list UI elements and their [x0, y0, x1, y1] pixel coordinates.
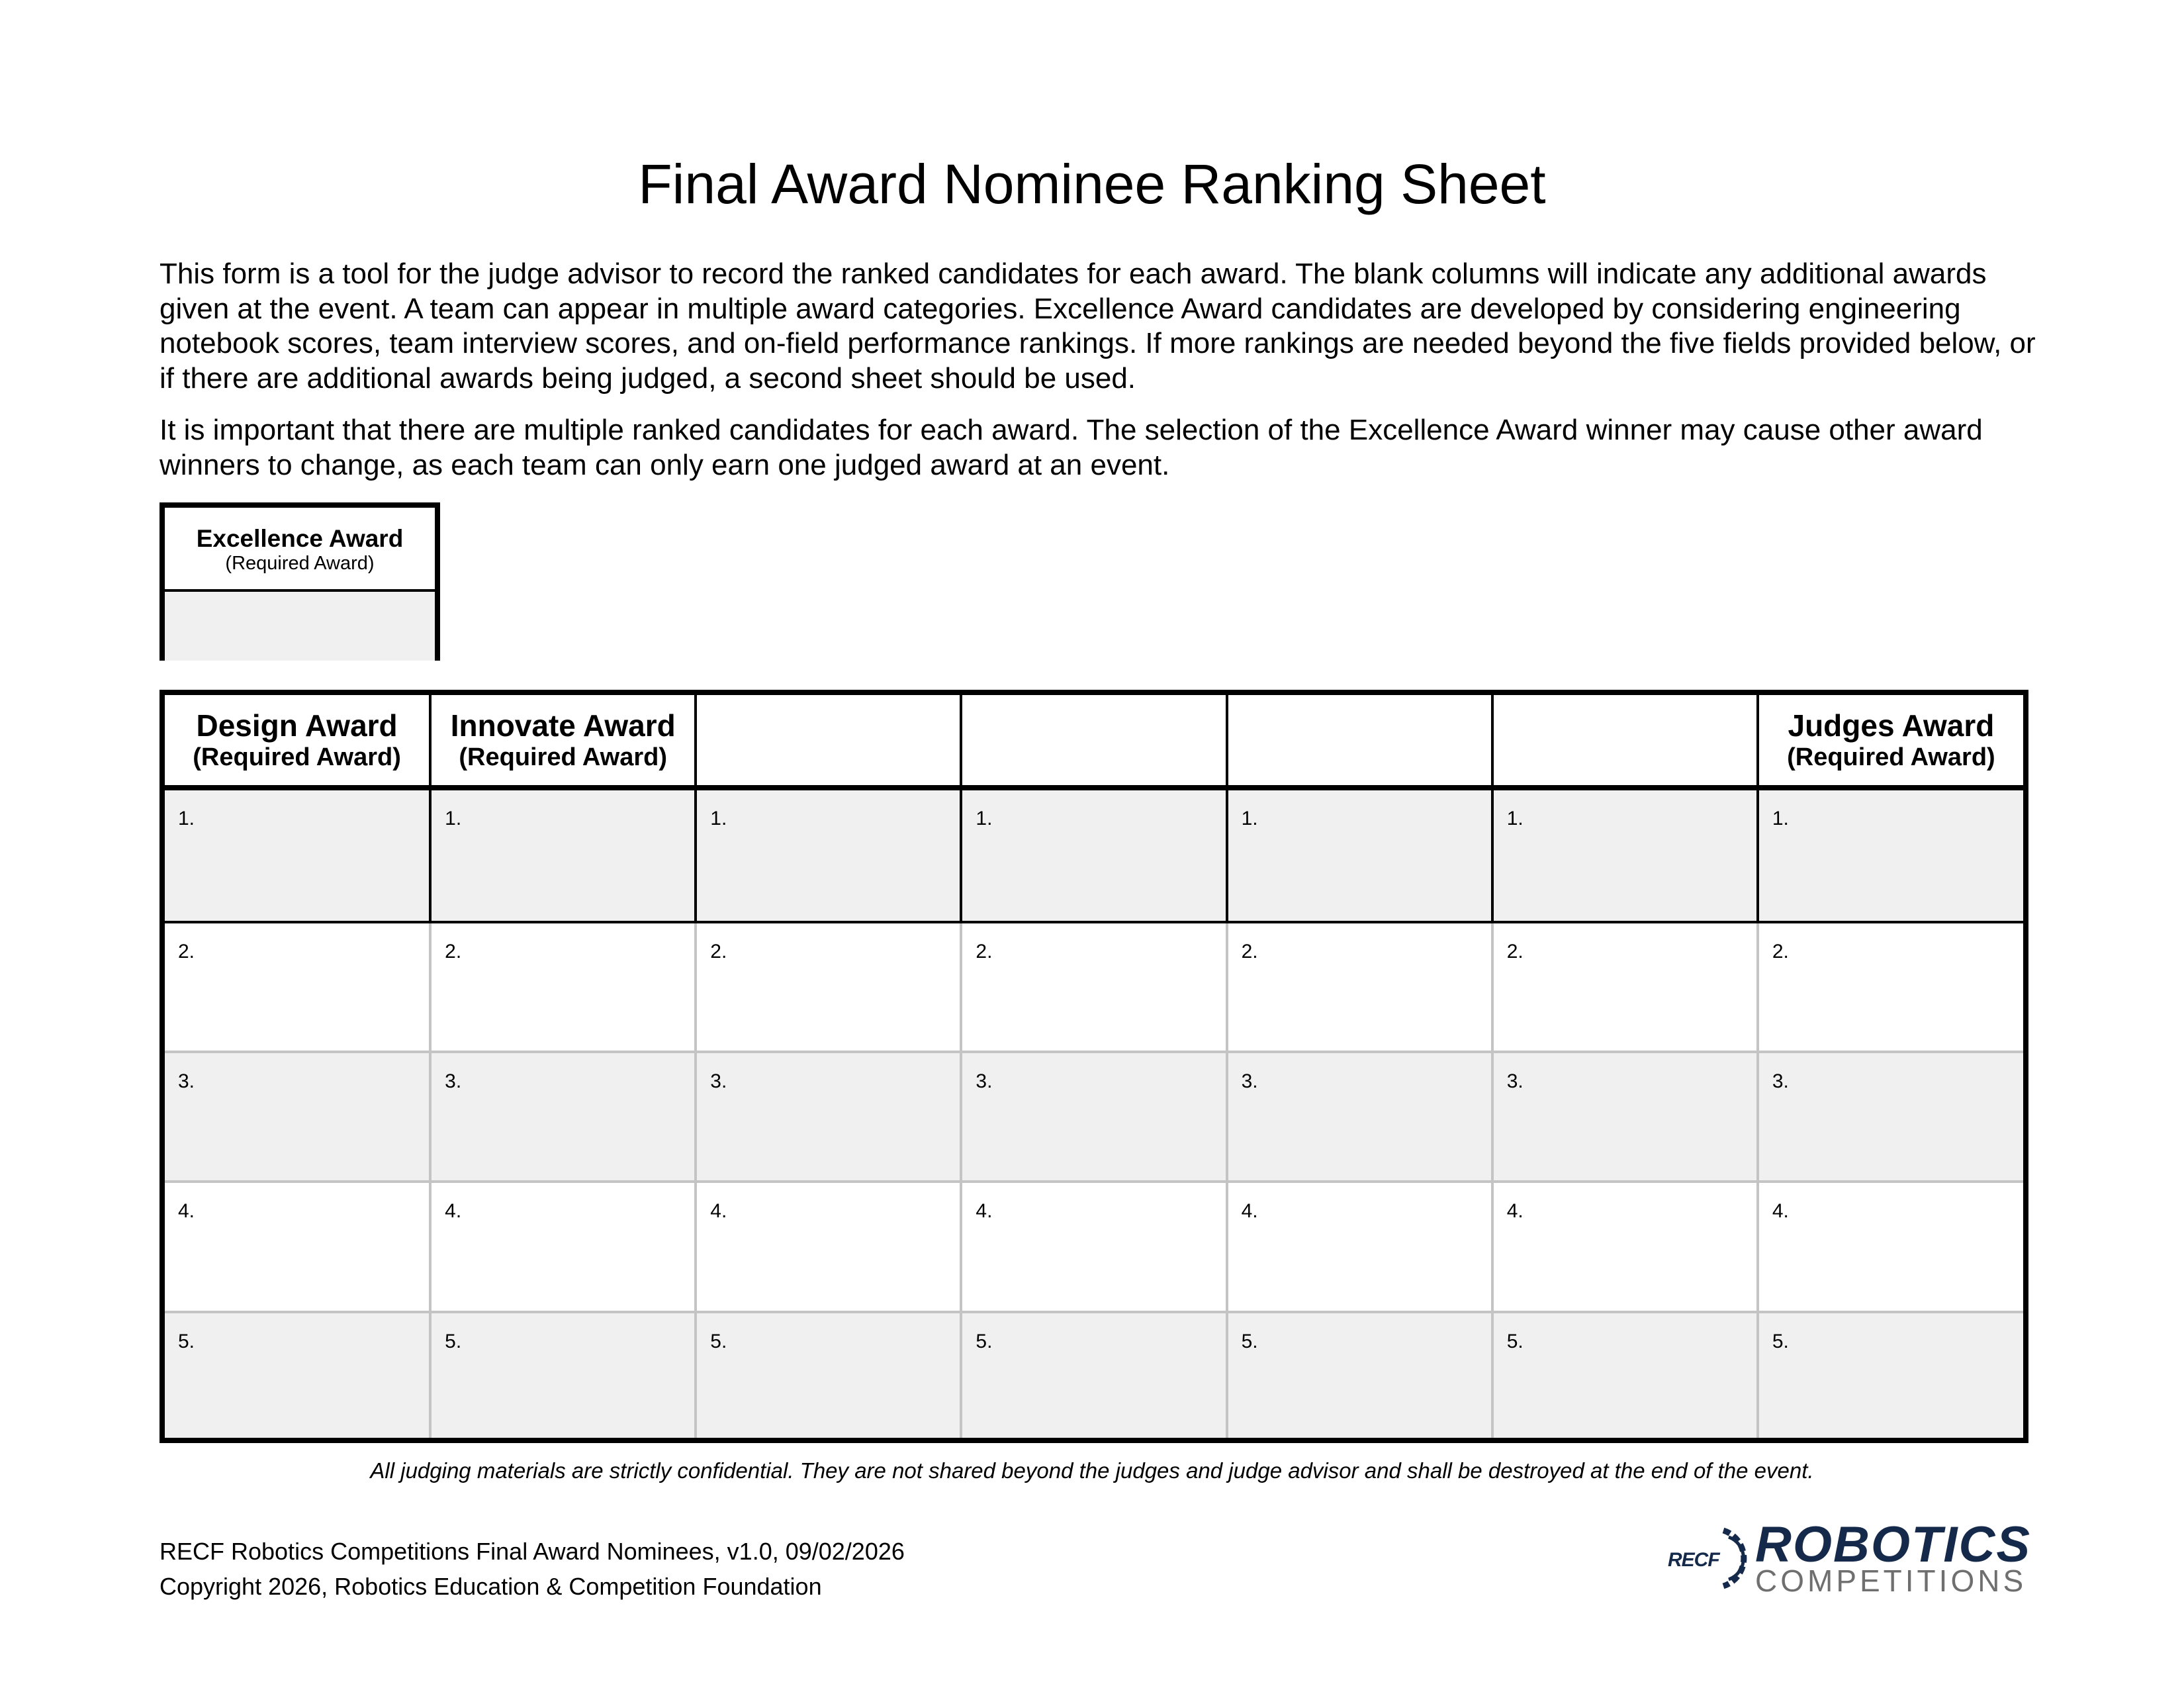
logo-recf-text: RECF [1668, 1549, 1719, 1571]
rank-row [165, 1182, 2023, 1311]
rank-entry-cell[interactable]: 1. [165, 788, 430, 922]
footer-version: RECF Robotics Competitions Final Award Nominees, v1.0, 09/02/2026 [159, 1538, 905, 1565]
award-column-header [1492, 695, 1758, 788]
excellence-award-box [159, 502, 440, 661]
rank-entry-cell[interactable]: 5. [1227, 1312, 1492, 1438]
rank-entry-cell[interactable]: 1. [961, 788, 1226, 922]
rank-entry-cell[interactable]: 5. [1492, 1312, 1758, 1438]
award-column-header [1758, 695, 2023, 788]
excellence-award-entry-field[interactable] [165, 592, 435, 661]
rank-entry-cell[interactable]: 2. [1492, 922, 1758, 1052]
rank-entry-cell[interactable]: 4. [696, 1182, 961, 1311]
award-column-header [165, 695, 430, 788]
intro-paragraph: This form is a tool for the judge advisor to record the ranked candidates for each award. The blank columns will indicate any additional awards given at the event. A team can appear in multiple award categories. Excellence Award candidates are developed by considering engineering notebook scores, team interview scores, and on-field performance rankings. If more rankings are needed beyond the five fields provided below, or if there are additional awards being judged, a second sheet should be used. [159, 258, 2036, 395]
rank-entry-cell[interactable]: 3. [1758, 1052, 2023, 1182]
rank-entry-cell[interactable]: 2. [1227, 922, 1492, 1052]
award-column-name: Judges Award [1788, 708, 1995, 743]
excellence-award-name: Excellence Award [196, 525, 404, 552]
rank-entry-cell[interactable]: 3. [961, 1052, 1226, 1182]
confidentiality-note: All judging materials are strictly confidential. They are not shared beyond the judges and judge advisor and shall be destroyed at the end of the event. [370, 1458, 1814, 1483]
rank-entry-cell[interactable]: 3. [1492, 1052, 1758, 1182]
logo-robotics-text: ROBOTICS [1755, 1517, 2032, 1573]
gear-arc-icon [1717, 1526, 1754, 1590]
award-column-name: Design Award [196, 708, 398, 743]
rank-entry-cell[interactable]: 4. [1492, 1182, 1758, 1311]
footer-copyright: Copyright 2026, Robotics Education & Competition Foundation [159, 1573, 822, 1600]
excellence-award-subtitle: (Required Award) [225, 553, 375, 574]
rank-row [165, 922, 2023, 1052]
rank-entry-cell[interactable]: 3. [1227, 1052, 1492, 1182]
rank-entry-cell[interactable]: 5. [696, 1312, 961, 1438]
rank-entry-cell[interactable]: 1. [696, 788, 961, 922]
award-header-row [165, 695, 2023, 788]
page-title: Final Award Nominee Ranking Sheet [638, 153, 1546, 215]
award-ranking-table [159, 690, 2028, 1443]
robotics-competitions-logo [1668, 1517, 2038, 1598]
rank-entry-cell[interactable]: 4. [165, 1182, 430, 1311]
rank-entry-cell[interactable]: 3. [165, 1052, 430, 1182]
award-column-subtitle: (Required Award) [459, 743, 668, 771]
rank-entry-cell[interactable]: 1. [430, 788, 696, 922]
rank-entry-cell[interactable]: 1. [1492, 788, 1758, 922]
rank-entry-cell[interactable]: 5. [1758, 1312, 2023, 1438]
recf-gear-icon [1668, 1523, 1754, 1595]
award-column-subtitle: (Required Award) [1787, 743, 1995, 771]
rank-entry-cell[interactable]: 1. [1758, 788, 2023, 922]
rank-entry-cell[interactable]: 4. [1227, 1182, 1492, 1311]
logo-competitions-text: COMPETITIONS [1755, 1564, 2027, 1598]
award-column-header [430, 695, 696, 788]
rank-entry-cell[interactable]: 2. [696, 922, 961, 1052]
rank-entry-cell[interactable]: 2. [1758, 922, 2023, 1052]
award-column-name: Innovate Award [450, 708, 676, 743]
rank-row [165, 1052, 2023, 1182]
rank-entry-cell[interactable]: 5. [430, 1312, 696, 1438]
rank-entry-cell[interactable]: 4. [430, 1182, 696, 1311]
rank-entry-cell[interactable]: 1. [1227, 788, 1492, 922]
rank-entry-cell[interactable]: 4. [1758, 1182, 2023, 1311]
rank-row [165, 788, 2023, 922]
rank-entry-cell[interactable]: 2. [961, 922, 1226, 1052]
rank-entry-cell[interactable]: 3. [696, 1052, 961, 1182]
award-column-subtitle: (Required Award) [193, 743, 401, 771]
rank-entry-cell[interactable]: 5. [165, 1312, 430, 1438]
rank-entry-cell[interactable]: 2. [430, 922, 696, 1052]
award-column-header [1227, 695, 1492, 788]
rank-entry-cell[interactable]: 5. [961, 1312, 1226, 1438]
rank-row [165, 1312, 2023, 1438]
rank-entry-cell[interactable]: 4. [961, 1182, 1226, 1311]
excellence-award-header [165, 508, 435, 592]
rank-entry-cell[interactable]: 3. [430, 1052, 696, 1182]
rank-entry-cell[interactable]: 2. [165, 922, 430, 1052]
award-column-header [696, 695, 961, 788]
important-paragraph: It is important that there are multiple ranked candidates for each award. The selection of the Excellence Award winner may cause other award winners to change, as each team can only earn one judged award at an event. [159, 414, 1983, 481]
award-column-header [961, 695, 1226, 788]
